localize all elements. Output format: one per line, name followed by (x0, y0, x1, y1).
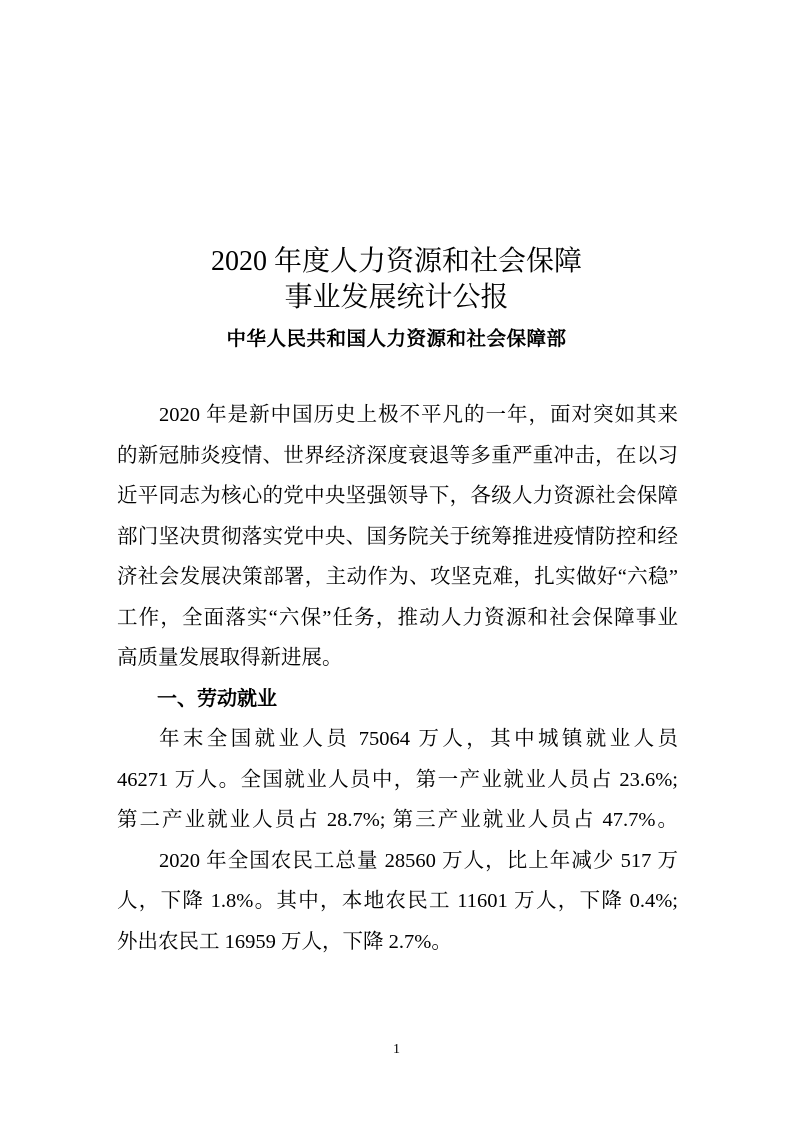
document-title-line-1: 2020 年度人力资源和社会保障 (210, 246, 582, 277)
paragraph-line: 2020 年全国农民工总量 28560 万人，比上年减少 517 万 (159, 849, 678, 872)
paragraph-line: 近平同志为核心的党中央坚强领导下，各级人力资源社会保障 (117, 485, 678, 507)
paragraph-line: 年末全国就业人员 75064 万人，其中城镇就业人员 (159, 728, 678, 750)
migrant-workers-paragraph (117, 841, 678, 963)
paragraph-line: 人，下降 1.8%。其中，本地农民工 11601 万人，下降 0.4%; (117, 890, 678, 912)
issuing-authority: 中华人民共和国人力资源和社会保障部 (226, 329, 567, 350)
paragraph-line: 高质量发展取得新进展。 (117, 647, 343, 669)
document-title-line-2: 事业发展统计公报 (284, 282, 509, 313)
paragraph-line: 46271 万人。全国就业人员中，第一产业就业人员占 23.6%; (117, 768, 678, 791)
paragraph-line: 工作，全面落实“六保”任务，推动人力资源和社会保障事业 (117, 606, 678, 629)
paragraph-line: 济社会发展决策部署，主动作为、攻坚克难，扎实做好“六稳” (117, 566, 678, 588)
intro-paragraph (117, 395, 678, 679)
paragraph-line: 的新冠肺炎疫情、世界经济深度衰退等多重严重冲击，在以习 (117, 444, 678, 467)
employment-paragraph (117, 719, 678, 841)
page-number: 1 (393, 1042, 400, 1057)
paragraph-line: 2020 年是新中国历史上极不平凡的一年，面对突如其来 (159, 404, 678, 426)
paragraph-line: 部门坚决贯彻落实党中央、国务院关于统筹推进疫情防控和经 (117, 525, 678, 548)
section-heading-labor-employment: 一、劳动就业 (157, 687, 277, 710)
paragraph-line: 外出农民工 16959 万人，下降 2.7%。 (117, 930, 452, 953)
paragraph-line: 第二产业就业人员占 28.7%; 第三产业就业人员占 47.7%。 (117, 809, 678, 831)
document-body (117, 395, 678, 962)
